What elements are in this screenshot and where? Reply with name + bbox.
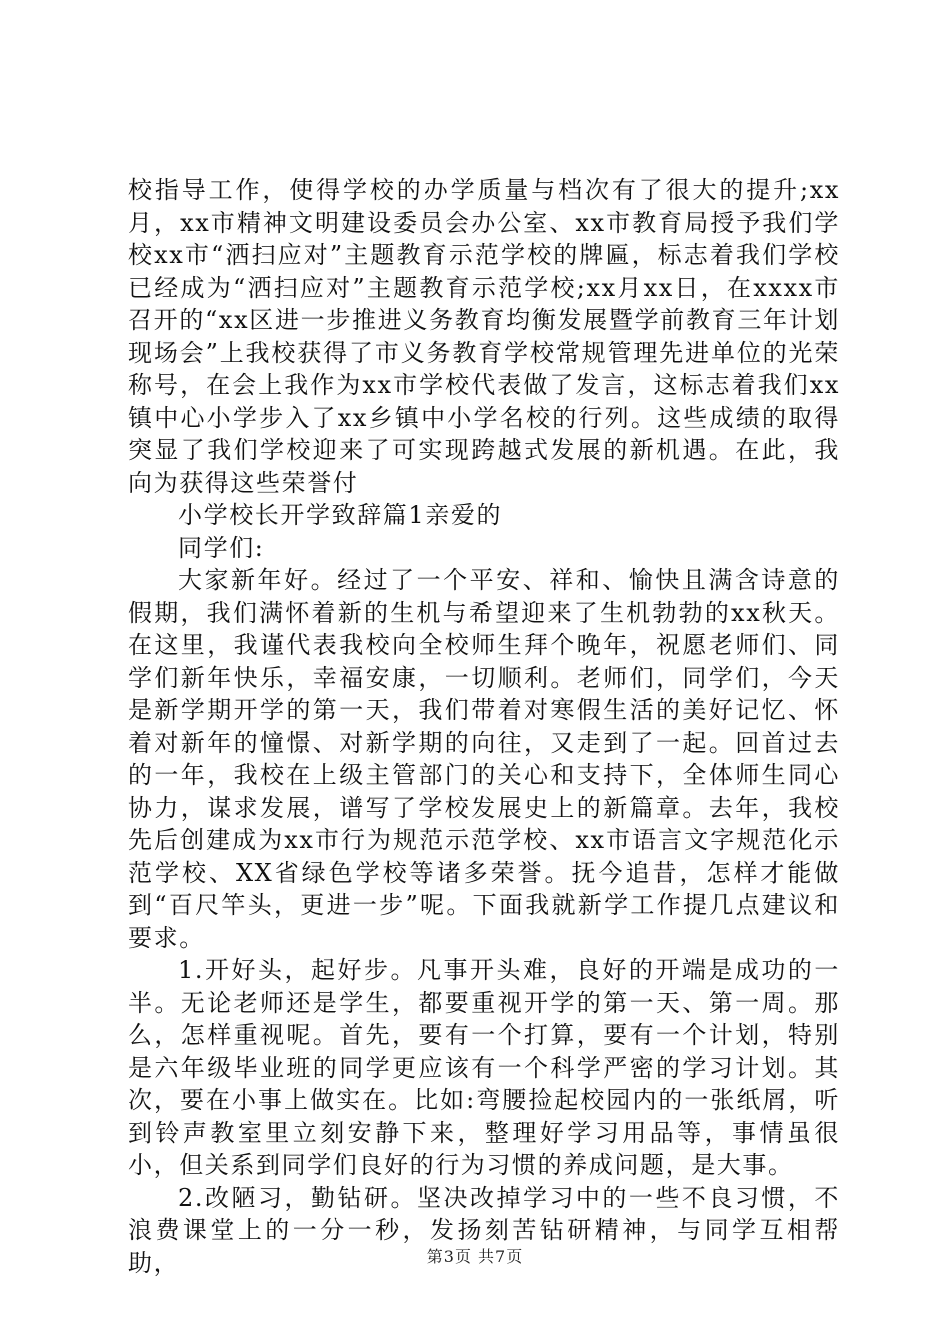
paragraph-section-heading: 小学校长开学致辞篇1亲爱的 <box>178 501 503 529</box>
page-footer: 第3页 共7页 <box>426 1247 524 1266</box>
paragraph-continuation: 校指导工作，使得学校的办学质量与档次有了很大的提升;xx月，xx市精神文明建设委员会办公室、xx市教育局授予我们学校xx市“洒扫应对”主题教育示范学校的牌匾，标志着我们学校已经成为“洒扫应对”主题教育示范学校;xx月xx日，在xxxx市召开的“xx区进一步推进义务教育均衡发展暨学前教育三年计划现场会”上我校获得了市义务教育学校常规管理先进单位的光荣称号，在会上我作为xx市学校代表做了发言，这标志着我们xx镇中心小学步入了xx乡镇中小学名校的行列。这些成绩的取得突显了我们学校迎来了可实现跨越式发展的新机遇。在此，我向为获得这些荣誉付 <box>128 176 840 497</box>
paragraph-salutation: 同学们: <box>178 533 265 562</box>
paragraph-greeting: 大家新年好。经过了一个平安、祥和、愉快且满含诗意的假期，我们满怀着新的生机与希望迎来了生机勃勃的xx秋天。在这里，我谨代表我校向全校师生拜个晚年，祝愿老师们、同学们新年快乐，幸福安康，一切顺利。老师们，同学们，今天是新学期开学的第一天，我们带着对寒假生活的美好记忆、怀着对新年的憧憬、对新学期的向往，又走到了一起。回首过去的一年，我校在上级主管部门的关心和支持下，全体师生同心协力，谋求发展，谱写了学校发展史上的新篇章。去年，我校先后创建成为xx市行为规范示范学校、xx市语言文字规范化示范学校、XX省绿色学校等诸多荣誉。抚今追昔，怎样才能做到“百尺竿头，更进一步”呢。下面我就新学工作提几点建议和要求。 <box>128 566 840 952</box>
paragraph-point-2: 2.改陋习，勤钻研。坚决改掉学习中的一些不良习惯，不浪费课堂上的一分一秒，发扬刻苦钻研精神，与同学互相帮助， <box>128 1183 840 1277</box>
document-body <box>128 174 840 1279</box>
paragraph-point-1: 1.开好头，起好步。凡事开头难，良好的开端是成功的一半。无论老师还是学生，都要重视开学的第一天、第一周。那么，怎样重视呢。首先，要有一个打算，要有一个计划，特别是六年级毕业班的同学更应该有一个科学严密的学习计划。其次，要在小事上做实在。比如:弯腰捡起校园内的一张纸屑，听到铃声教室里立刻安静下来，整理好学习用品等，事情虽很小，但关系到同学们良好的行为习惯的养成问题，是大事。 <box>128 956 840 1179</box>
